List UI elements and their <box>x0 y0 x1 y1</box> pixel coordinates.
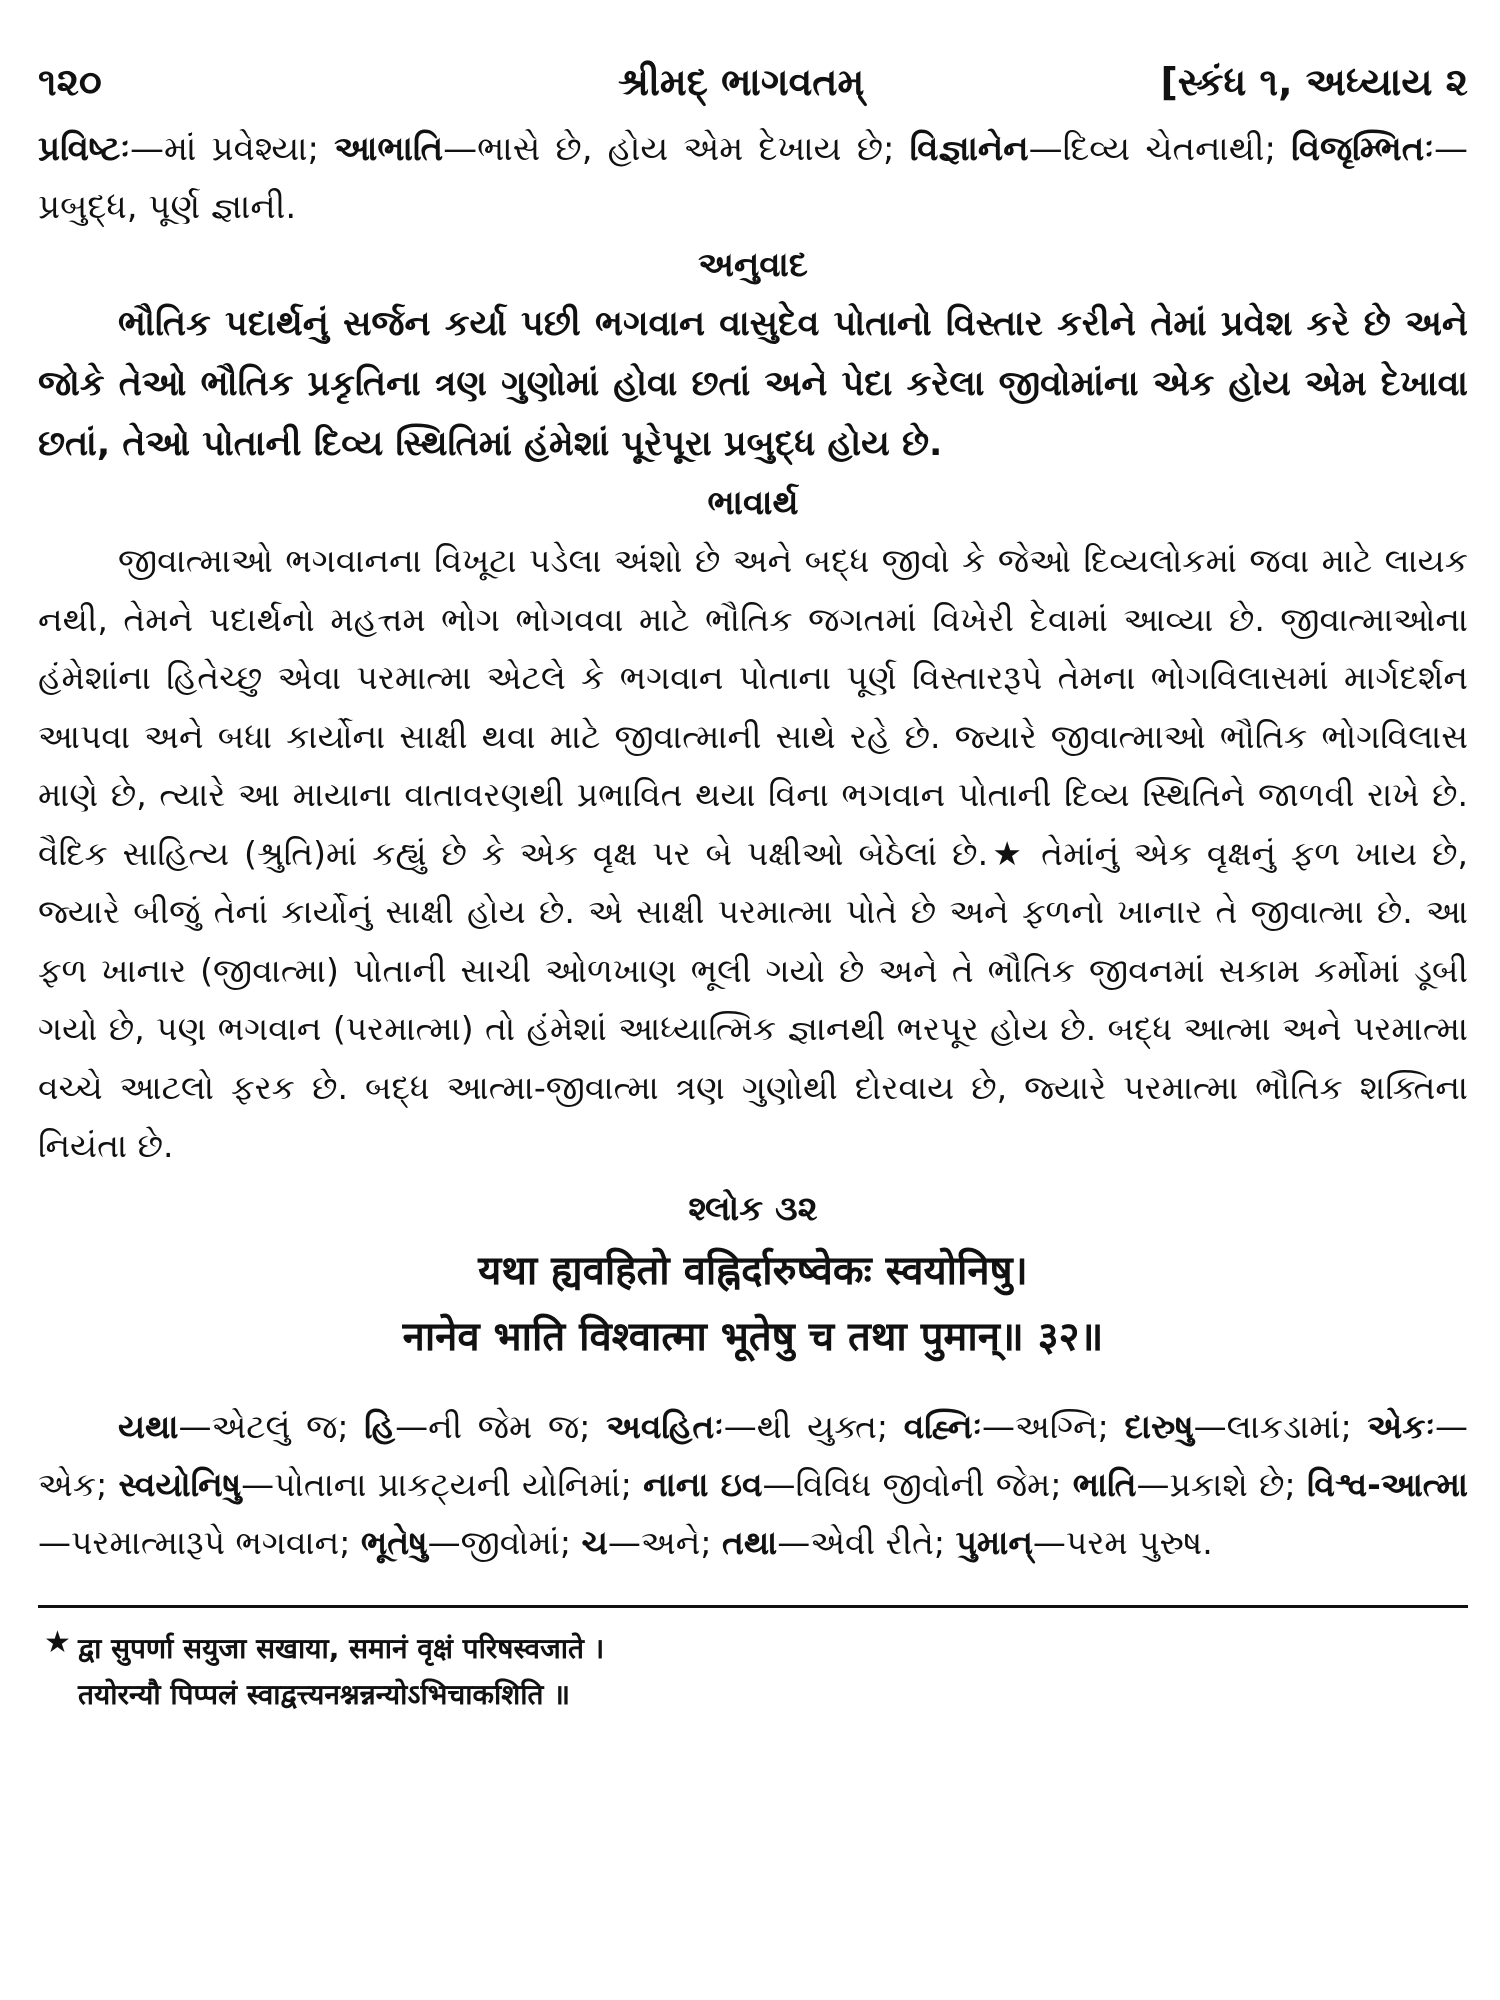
purport-heading: ભાવાર્થ <box>707 483 799 523</box>
synonym-definition: —લાકડામાં; <box>1193 1406 1368 1446</box>
synonym-definition: —પરમાત્મારૂપે ભગવાન; <box>38 1522 361 1562</box>
previous-synonyms <box>38 120 1468 236</box>
synonym-definition: —અગ્નિ; <box>982 1406 1125 1446</box>
synonym-definition: —પ્રબુદ્ધ, પૂર્ણ જ્ઞાની. <box>38 129 1468 227</box>
footnote-line-2: तयोरन्यौ पिप्पलं स्वाद्वत्त्यनश्नन्नन्योऽभिचाकशिति ॥ <box>78 1677 571 1711</box>
synonym-definition: —એક; <box>38 1406 1468 1504</box>
synonym-term: વહ્નિઃ <box>903 1406 982 1446</box>
page-header <box>38 40 1468 120</box>
synonym-definition: —જીવોમાં; <box>427 1522 582 1562</box>
synonym-definition: —વિવિધ જીવોની જેમ; <box>762 1464 1073 1504</box>
synonym-term: વિજ્ઞાનેન <box>909 129 1029 169</box>
synonym-term: યથા <box>118 1406 179 1446</box>
synonym-term: ભાતિ <box>1072 1464 1137 1504</box>
footnote-divider <box>38 1605 1468 1608</box>
synonym-term: ભૂતેષુ <box>360 1522 428 1562</box>
synonym-definition: —માં પ્રવેશ્યા; <box>130 129 335 169</box>
synonym-definition: —પોતાના પ્રાકટ્યની યોનિમાં; <box>241 1464 644 1504</box>
verse-label: શ્લોક ૩૨ <box>688 1188 818 1229</box>
synonym-definition: —પ્રકાશે છે; <box>1136 1464 1307 1504</box>
synonym-definition: —દિવ્ય ચેતનાથી; <box>1028 129 1292 169</box>
section-reference: [સ્કંધ ૧, અધ્યાય ૨ <box>1160 60 1468 104</box>
synonym-definition: —અને; <box>607 1522 722 1562</box>
synonym-definition: —એવી રીતે; <box>777 1522 956 1562</box>
page <box>38 40 1468 1718</box>
translation-text: ભૌતિક પદાર્થનું સર્જન કર્યા પછી ભગવાન વાસુદેવ પોતાનો વિસ્તાર કરીને તેમાં પ્રવેશ કરે છે અને જોકે તેઓ ભૌતિક પ્રકૃતિના ત્રણ ગુણોમાં હોવા છતાં અને પેદા કરેલા જીવોમાંના એક હોય એમ દેખાવા છતાં, તેઓ પોતાની દિવ્ય સ્થિતિમાં હંમેશાં પૂરેપૂરા પ્રબુદ્ધ હોય છે. <box>38 304 1468 464</box>
footnote <box>38 1626 1468 1718</box>
synonym-definition: —પરમ પુરુષ. <box>1032 1522 1213 1562</box>
synonym-term: વિજૃમ્ભિતઃ <box>1291 129 1434 169</box>
page-number: ૧૨૦ <box>38 60 102 104</box>
synonym-term: હિ <box>364 1406 396 1446</box>
synonym-term: વિશ્વ-આત્મા <box>1306 1464 1468 1504</box>
synonym-term: દારુષુ <box>1124 1406 1194 1446</box>
synonym-term: સ્વયોનિષુ <box>118 1464 242 1504</box>
synonym-definition: —એટલું જ; <box>178 1406 365 1446</box>
footnote-star-icon: ★ <box>44 1624 71 1660</box>
translation-heading: અનુવાદ <box>698 245 808 285</box>
verse-line-2: नानेव भाति विश्वात्मा भूतेषु च तथा पुमान्॥ ३२॥ <box>402 1313 1104 1360</box>
synonym-term: ચ <box>581 1522 608 1562</box>
verse-synonyms <box>38 1398 1468 1572</box>
purport-text: જીવાત્માઓ ભગવાનના વિખૂટા પડેલા અંશો છે અને બદ્ધ જીવો કે જેઓ દિવ્યલોકમાં જવા માટે લાયક નથી, તેમને પદાર્થનો મહત્તમ ભોગ ભોગવવા માટે ભૌતિક જગતમાં વિખેરી દેવામાં આવ્યા છે. જીવાત્માઓના હંમેશાંના હિતેચ્છુ એવા પરમાત્મા એટલે કે ભગવાન પોતાના પૂર્ણ વિસ્તારરૂપે તેમના ભોગવિલાસમાં માર્ગદર્શન આપવા અને બધા કાર્યોના સાક્ષી થવા માટે જીવાત્માની સાથે રહે છે. જ્યારે જીવાત્માઓ ભૌતિક ભોગવિલાસ માણે છે, ત્યારે આ માયાના વાતાવરણથી પ્રભાવિત થયા વિના ભગવાન પોતાની દિવ્ય સ્થિતિને જાળવી રાખે છે. વૈદિક સાહિત્ય (શ્રુતિ)માં કહ્યું છે કે એક વૃક્ષ પર બે પક્ષીઓ બેઠેલાં છે.★ તેમાંનું એક વૃક્ષનું ફળ ખાય છે, જ્યારે બીજું તેનાં કાર્યોનું સાક્ષી હોય છે. એ સાક્ષી પરમાત્મા પોતે છે અને ફળનો ખાનાર તે જીવાત્મા છે. આ ફળ ખાનાર (જીવાત્મા) પોતાની સાચી ઓળખાણ ભૂલી ગયો છે અને તે ભૌતિક જીવનમાં સકામ કર્મોમાં ડૂબી ગયો છે, પણ ભગવાન (પરમાત્મા) તો હંમેશાં આધ્યાત્મિક જ્ઞાનથી ભરપૂર હોય છે. બદ્ધ આત્મા અને પરમાત્મા વચ્ચે આટલો ફરક છે. બદ્ધ આત્મા-જીવાત્મા ત્રણ ગુણોથી દોરવાય છે, જ્યારે પરમાત્મા ભૌતિક શક્તિના નિયંતા છે. <box>38 541 1468 1165</box>
synonym-term: તથા <box>721 1522 778 1562</box>
synonym-term: અવહિતઃ <box>606 1406 724 1446</box>
synonym-term: એકઃ <box>1367 1406 1435 1446</box>
synonym-term: પ્રવિષ્ટઃ <box>38 129 131 169</box>
synonym-term: આભાતિ <box>334 129 444 169</box>
synonym-definition: —ની જેમ જ; <box>395 1406 607 1446</box>
synonym-definition: —થી યુક્ત; <box>723 1406 904 1446</box>
footnote-line-1: द्वा सुपर्णा सयुजा सखाया, समानं वृक्षं परिषस्वजाते । <box>78 1631 605 1665</box>
verse-line-1: यथा ह्यवहितो वह्निर्दारुष्वेकः स्वयोनिषु। <box>478 1247 1028 1294</box>
book-title: શ્રીમદ્ ભાગવતમ્ <box>618 60 865 104</box>
synonym-definition: —ભાસે છે, હોય એમ દેખાય છે; <box>443 129 910 169</box>
synonym-term: પુમાન્ <box>955 1522 1033 1562</box>
synonym-term: નાના ઇવ <box>643 1464 763 1504</box>
